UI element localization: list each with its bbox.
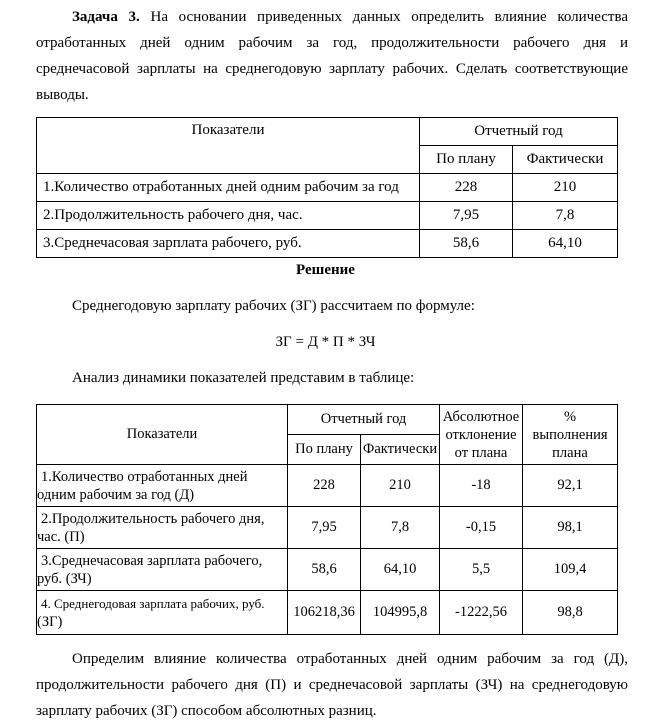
t1-row-plan: 228 (420, 174, 513, 202)
t1-header-fact: Фактически (513, 146, 618, 174)
t2-header-plan: По плану (288, 435, 361, 465)
t2-pct-1: % (563, 408, 577, 425)
task-text-1: На основании приведенных данных определить влияние количества (150, 9, 628, 25)
t2-row-dev: -0,15 (440, 507, 523, 549)
solution-heading: Решение (296, 262, 355, 278)
t2-row-dev: -1222,56 (440, 591, 523, 635)
table-row (37, 174, 618, 202)
task-line-4: выводы. (36, 87, 89, 103)
t1-row-name: 3.Среднечасовая зарплата рабочего, руб. (37, 230, 420, 258)
t1-row-fact: 7,8 (513, 202, 618, 230)
table-row (37, 591, 618, 635)
t1-row-plan: 58,6 (420, 230, 513, 258)
t2-row-name-1: 2.Продолжительность рабочего дня, (41, 510, 265, 527)
t2-header-indicators: Показатели (37, 405, 288, 465)
t2-row-name-1: 3.Среднечасовая зарплата рабочего, (41, 552, 263, 569)
task-line-3: среднечасовой зарплаты на среднегодовую зарплату рабочих. Сделать соответствующие (36, 61, 628, 77)
task-paragraph (36, 4, 628, 108)
t2-abs-dev-3: от плана (454, 444, 508, 461)
t2-row-plan: 106218,36 (288, 591, 361, 635)
conclusion-line-3: зарплату рабочих (ЗГ) способом абсолютных разниц. (36, 703, 377, 719)
t2-row-name-2: одним рабочим за год (Д) (37, 486, 195, 503)
t2-row-name (37, 507, 288, 549)
t2-pct-2: выполнения (532, 426, 608, 443)
t2-row-plan: 58,6 (288, 549, 361, 591)
t2-header-pct (523, 405, 618, 465)
t1-row-name: 2.Продолжительность рабочего дня, час. (37, 202, 420, 230)
task-line-1 (36, 4, 628, 30)
source-data-table (36, 117, 618, 258)
t2-abs-dev-1: Абсолютное (442, 408, 520, 425)
t2-row-name-1: 1.Количество отработанных дней (41, 468, 248, 485)
analysis-intro: Анализ динамики показателей представим в таблице: (72, 370, 415, 386)
t1-row-fact: 64,10 (513, 230, 618, 258)
t2-abs-dev-2: отклонение (445, 426, 517, 443)
t1-row-fact: 210 (513, 174, 618, 202)
t1-header-plan: По плану (420, 146, 513, 174)
table-row (37, 507, 618, 549)
conclusion-paragraph (36, 646, 628, 724)
t2-row-name (37, 465, 288, 507)
t2-row-pct: 98,1 (523, 507, 618, 549)
t2-row-pct: 92,1 (523, 465, 618, 507)
conclusion-line-2: продолжительности рабочего дня (П) и среднечасовой зарплаты (ЗЧ) на среднегодовую (36, 677, 628, 693)
t2-row-fact: 210 (361, 465, 440, 507)
t2-row-fact: 104995,8 (361, 591, 440, 635)
t2-row-fact: 7,8 (361, 507, 440, 549)
t1-row-plan: 7,95 (420, 202, 513, 230)
table-row (37, 465, 618, 507)
formula-intro: Среднегодовую зарплату рабочих (ЗГ) рассчитаем по формуле: (72, 298, 475, 314)
t2-header-fact: Фактически (361, 435, 440, 465)
formula: ЗГ = Д * П * ЗЧ (275, 334, 376, 350)
t2-row-dev: -18 (440, 465, 523, 507)
t2-row-name-2: руб. (ЗЧ) (37, 570, 92, 587)
t2-row-name (37, 591, 288, 635)
t2-row-fact: 64,10 (361, 549, 440, 591)
t2-row-name-2: час. (П) (37, 528, 85, 545)
analysis-table (36, 404, 618, 635)
table-row (37, 202, 618, 230)
task-line-2: отработанных дней одним рабочим за год, продолжительности рабочего дня и (36, 35, 628, 51)
t2-row-name-2: (ЗГ) (37, 613, 63, 630)
t2-row-pct: 98,8 (523, 591, 618, 635)
conclusion-line-1: Определим влияние количества отработанных дней одним рабочим за год (Д), (72, 651, 628, 667)
t2-row-plan: 228 (288, 465, 361, 507)
table-row (37, 230, 618, 258)
t2-header-period: Отчетный год (288, 405, 440, 435)
t1-header-indicators: Показатели (37, 118, 420, 174)
t2-header-abs-dev (440, 405, 523, 465)
t2-row-dev: 5,5 (440, 549, 523, 591)
t2-row-name-1: 4. Среднегодовая зарплата рабочих, руб. (41, 595, 265, 611)
t1-row-name: 1.Количество отработанных дней одним рабочим за год (37, 174, 420, 202)
t2-row-name (37, 549, 288, 591)
t2-row-plan: 7,95 (288, 507, 361, 549)
t1-header-period: Отчетный год (420, 118, 618, 146)
t2-pct-3: плана (552, 444, 588, 461)
table-row (37, 549, 618, 591)
task-title: Задача 3. (72, 9, 140, 25)
t2-row-pct: 109,4 (523, 549, 618, 591)
